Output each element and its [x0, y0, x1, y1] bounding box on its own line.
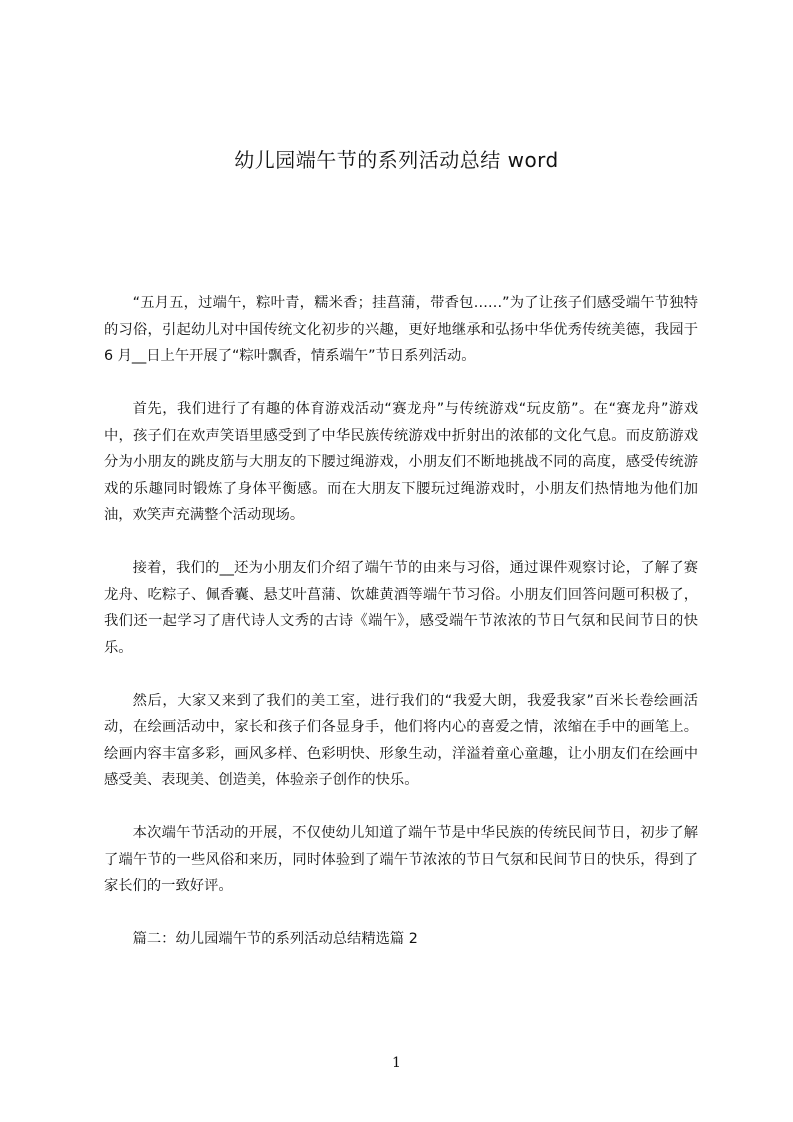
paragraph-games: 首先，我们进行了有趣的体育游戏活动“赛龙舟”与传统游戏“玩皮筋”。在“赛龙舟”游戏中，孩子们在欢声笑语里感受到了中华民族传统游戏中折射出的浓郁的文化气息。而皮筋游戏分为小朋友的跳皮筋与大朋友的下腰过绳游戏，小朋友们不断地挑战不同的高度，感受传统游戏的乐趣同时锻炼了身体平衡感。而在大朋友下腰玩过绳游戏时，小朋友们热情地为他们加油，欢笑声充满整个活动现场。	[104, 401, 698, 523]
document-body	[104, 290, 698, 953]
paragraph-intro: “五月五，过端午，粽叶青，糯米香；挂菖蒲，带香包……”为了让孩子们感受端午节独特的习俗，引起幼儿对中国传统文化初步的兴趣，更好地继承和弘扬中华优秀传统美德，我园于 6 月__日上午开展了“粽叶飘香，情系端午”节日系列活动。	[104, 295, 698, 364]
paragraph-painting: 然后，大家又来到了我们的美工室，进行我们的“我爱大朗，我爱我家”百米长卷绘画活动，在绘画活动中，家长和孩子们各显身手，他们将内心的喜爱之情，浓缩在手中的画笔上。绘画内容丰富多彩，画风多样、色彩明快、形象生动，洋溢着童心童趣，让小朋友们在绘画中感受美、表现美、创造美，体验亲子创作的快乐。	[104, 692, 698, 788]
section-subheading: 篇二：幼儿园端午节的系列活动总结精选篇 2	[132, 931, 418, 947]
document-title: 幼儿园端午节的系列活动总结 word	[234, 148, 559, 172]
paragraph-customs: 接着，我们的__还为小朋友们介绍了端午节的由来与习俗，通过课件观察讨论，了解了赛龙舟、吃粽子、佩香囊、悬艾叶菖蒲、饮雄黄酒等端午节习俗。小朋友们回答问题可积极了，我们还一起学习了唐代诗人文秀的古诗《端午》，感受端午节浓浓的节日气氛和民间节日的快乐。	[104, 560, 698, 656]
page-number: 1	[392, 1055, 401, 1071]
paragraph-summary: 本次端午节活动的开展，不仅使幼儿知道了端午节是中华民族的传统民间节日，初步了解了端午节的一些风俗和来历，同时体验到了端午节浓浓的节日气氛和民间节日的快乐，得到了家长们的一致好评。	[104, 825, 698, 894]
